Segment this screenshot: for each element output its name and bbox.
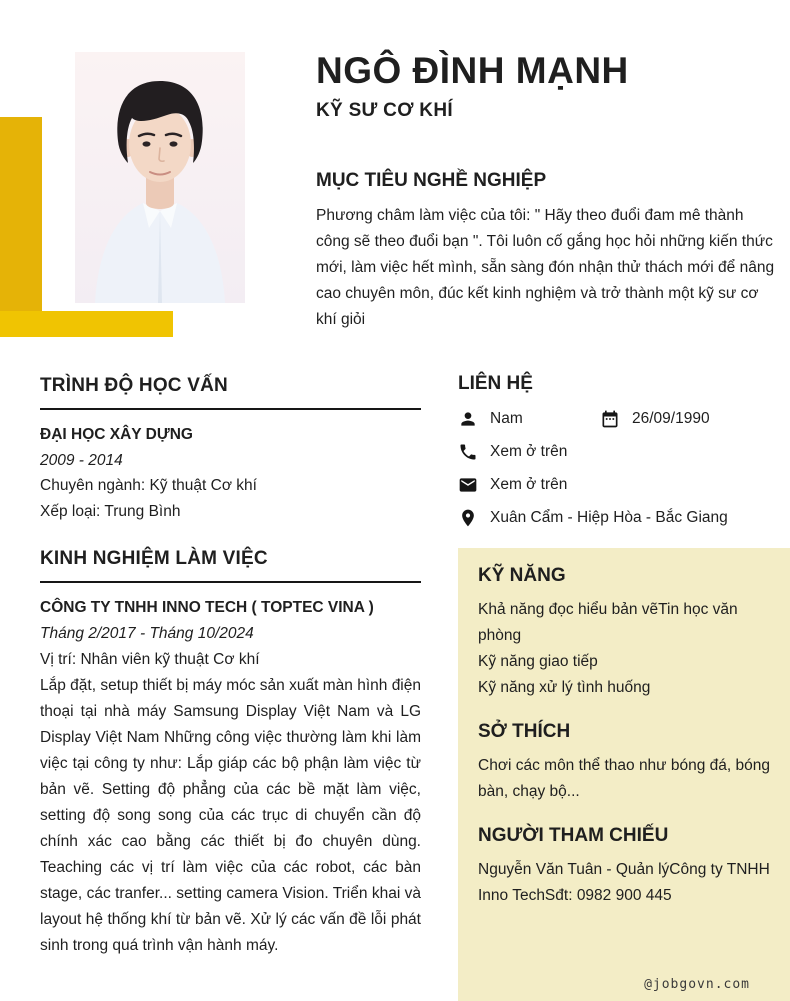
contact-row-address [458, 508, 780, 528]
contact-row-gender-dob [458, 409, 780, 429]
reference-text: Nguyễn Văn Tuân - Quản lýCông ty TNHH Inno TechSđt: 0982 900 445 [478, 861, 770, 904]
hobbies-heading: SỞ THÍCH [478, 721, 571, 742]
contact-heading: LIÊN HỆ [458, 373, 533, 394]
accent-horizontal-bar [0, 311, 173, 337]
skill-item: Kỹ năng giao tiếp [478, 653, 598, 670]
section-hobbies [478, 721, 770, 805]
contact-gender-cell [458, 409, 600, 429]
education-rank: Xếp loại: Trung Bình [40, 502, 181, 520]
skill-item: Kỹ năng xử lý tình huống [478, 679, 651, 696]
candidate-name: NGÔ ĐÌNH MẠNH [316, 50, 629, 91]
section-contact [458, 373, 780, 541]
contact-row-email [458, 475, 780, 495]
section-objective [316, 170, 779, 333]
contact-dob-cell [600, 409, 710, 429]
profile-photo [75, 52, 245, 303]
contact-row-phone [458, 442, 780, 462]
calendar-icon [600, 409, 620, 429]
section-experience [40, 548, 421, 959]
section-skills [478, 565, 770, 701]
watermark: @jobgovn.com [644, 977, 750, 992]
reference-heading: NGƯỜI THAM CHIẾU [478, 825, 669, 846]
contact-dob: 26/09/1990 [632, 410, 710, 427]
contact-email: Xem ở trên [490, 476, 568, 493]
hobbies-text: Chơi các môn thể thao như bóng đá, bóng bàn, chạy bộ... [478, 757, 770, 800]
experience-description: Lắp đặt, setup thiết bị máy móc sản xuất màn hình điện thoại tại nhà máy Samsung Display Việt Nam và LG Display Việt Nam Những công việc thường làm khi làm việc tại công ty như: Lắp giáp các bộ phận làm việc từ bản vẽ. Setting độ phẳng của các bề mặt làm việc, setting độ song song của các trục di chuyển cần độ chính xác cao bằng các thiết bị đo chuyên dùng. Teaching các vị trí làm việc của các robot, các bàn stage, các tranfer... setting camera Vision. Triển khai và layout hệ thống khí từ bản vẽ. Xử lý các vấn đề lỗi phát sinh trong quá trình vận hành máy. [40, 677, 421, 954]
contact-phone: Xem ở trên [490, 443, 568, 460]
location-pin-icon [458, 508, 478, 528]
section-education [40, 375, 421, 524]
section-reference [478, 825, 770, 909]
contact-address: Xuân Cẩm - Hiệp Hòa - Bắc Giang [490, 509, 728, 526]
experience-entry [40, 595, 421, 959]
education-major: Chuyên ngành: Kỹ thuật Cơ khí [40, 477, 257, 494]
objective-text: Phương châm làm việc của tôi: " Hãy theo đuổi đam mê thành công sẽ theo đuổi bạn ". Tôi luôn cố gắng học hỏi những kiến thức mới, làm việc hết mình, sẵn sàng đón nhận thử thách mới để nâng cao chuyên môn, đúc kết kinh nghiệm và trở thành một kỹ sư cơ khí giỏi [316, 207, 775, 328]
phone-icon [458, 442, 478, 462]
contact-gender: Nam [490, 410, 523, 427]
objective-heading: MỤC TIÊU NGHỀ NGHIỆP [316, 170, 547, 191]
experience-company: CÔNG TY TNHH INNO TECH ( TOPTEC VINA ) [40, 599, 374, 616]
education-entry [40, 422, 421, 524]
side-panel [458, 548, 790, 1001]
education-heading: TRÌNH ĐỘ HỌC VẤN [40, 375, 421, 410]
education-school: ĐẠI HỌC XÂY DỰNG [40, 426, 193, 443]
person-icon [458, 409, 478, 429]
accent-vertical-bar [0, 117, 42, 337]
skill-item: Khả năng đọc hiểu bản vẽTin học văn phòng [478, 601, 738, 644]
experience-position: Vị trí: Nhân viên kỹ thuật Cơ khí [40, 651, 260, 668]
skills-heading: KỸ NĂNG [478, 565, 566, 586]
email-icon [458, 475, 478, 495]
portrait-illustration [75, 52, 245, 303]
experience-period: Tháng 2/2017 - Tháng 10/2024 [40, 625, 254, 642]
header-block [316, 50, 778, 122]
experience-heading: KINH NGHIỆM LÀM VIỆC [40, 548, 421, 583]
candidate-job-title: KỸ SƯ CƠ KHÍ [316, 99, 453, 121]
education-period: 2009 - 2014 [40, 451, 123, 469]
left-column [40, 375, 421, 959]
